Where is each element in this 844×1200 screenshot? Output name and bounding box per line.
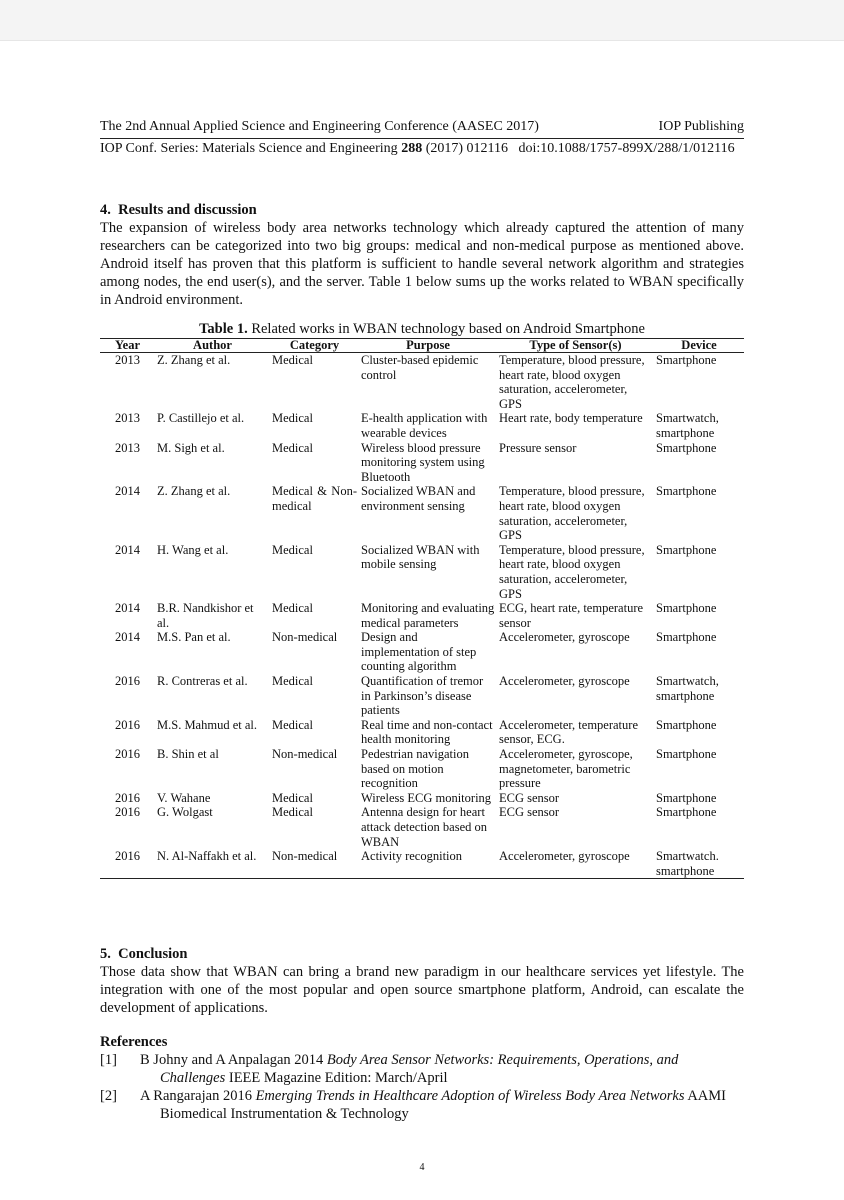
table-cell: Medical (272, 674, 313, 689)
series-citation (100, 140, 735, 158)
table-cell: ECG sensor (499, 790, 560, 805)
table-cell: B.R. Nandkishor et al. (157, 601, 254, 630)
table-cell: 2016 (115, 747, 140, 762)
table-row (100, 791, 744, 806)
results-title: 4. Results and discussion (100, 202, 257, 218)
table-cell: 2014 (115, 601, 140, 616)
table-cell: Smartphone (656, 630, 717, 645)
reference-authors: B Johny and A Anpalagan 2014 (140, 1052, 327, 1068)
table-cell: Medical & Non-medical (272, 484, 357, 513)
table-cell: 2014 (115, 630, 140, 645)
table-cell: 2016 (115, 805, 140, 820)
table-cell: Accelerometer, gyroscope (499, 674, 630, 689)
table-section (100, 321, 744, 879)
column-header: Purpose (359, 339, 497, 353)
table-cell: Smartphone (656, 717, 717, 732)
table-cell: Real time and non-contact health monitoring (361, 717, 493, 747)
table-cell: 2013 (115, 353, 140, 367)
table-caption (100, 321, 744, 338)
table-cell: Temperature, blood pressure, heart rate, blood oxygen saturation, accelerometer, GPS (499, 484, 645, 543)
table-cell: Temperature, blood pressure, heart rate, blood oxygen saturation, accelerometer, GPS (499, 353, 645, 411)
table-cell: Cluster-based epidemic control (361, 353, 479, 382)
table-cell: Non-medical (272, 630, 338, 645)
table-cell: Medical (272, 717, 313, 732)
table-cell: Antenna design for heart attack detection based on WBAN (361, 805, 487, 849)
table-cell: Smartwatch, smartphone (656, 674, 719, 703)
table-cell: Smartphone (656, 601, 717, 616)
reference-item (100, 1051, 744, 1087)
table-cell: Quantification of tremor in Parkinson’s disease patients (361, 674, 484, 718)
table-cell: E-health application with wearable devices (361, 411, 488, 440)
table-caption-label: Table 1. (199, 321, 248, 337)
table-cell: ECG, heart rate, temperature sensor (499, 601, 644, 630)
column-header: Author (155, 339, 270, 353)
table-cell: Design and implementation of step counting algorithm (361, 630, 477, 674)
header-rule (100, 138, 744, 139)
table-cell: R. Contreras et al. (157, 674, 248, 689)
reference-number: [1] (100, 1052, 117, 1068)
table-cell: Z. Zhang et al. (157, 353, 231, 367)
table-row (100, 441, 744, 485)
table-cell: 2014 (115, 542, 140, 557)
table-row (100, 674, 744, 718)
table-row (100, 747, 744, 791)
table-cell: 2016 (115, 790, 140, 805)
table-cell: Activity recognition (359, 849, 497, 879)
table-header-row (100, 339, 744, 353)
table-row (100, 543, 744, 601)
page-number: 4 (419, 1162, 425, 1173)
table-cell: P. Castillejo et al. (157, 411, 245, 426)
results-paragraph: The expansion of wireless body area networks technology which already captured the attention of many researchers can be categorized into two big groups: medical and non-medical purpose as mentioned above. Android itself has proven that this platform is sufficient to handle several network algorithm and strategies among nodes, the end user(s), and the server. Table 1 below sums up the works related to WBAN specifically in Android environment. (100, 220, 744, 308)
table-cell: Accelerometer, gyroscope, magnetometer, barometric pressure (499, 747, 633, 791)
reference-title: Emerging Trends in Healthcare Adoption of Wireless Body Area Networks (255, 1088, 685, 1104)
table-cell: Non-medical (272, 747, 338, 762)
table-cell: Non-medical (270, 849, 359, 879)
table-cell: Medical (272, 440, 313, 455)
table-cell: Medical (272, 790, 313, 805)
references-section (100, 1033, 744, 1123)
table-row (100, 718, 744, 747)
reference-source: AAMI Biomedical Instrumentation & Technology (160, 1088, 727, 1122)
table-cell: Smartphone (656, 747, 717, 762)
reference-item (100, 1087, 744, 1123)
table-cell: H. Wang et al. (157, 542, 229, 557)
table-cell: Temperature, blood pressure, heart rate, blood oxygen saturation, accelerometer, GPS (499, 542, 645, 601)
table-row (100, 484, 744, 542)
table-cell: M.S. Pan et al. (157, 630, 231, 645)
table-cell: 2016 (100, 849, 155, 879)
table-row (100, 630, 744, 674)
table-row (100, 805, 744, 849)
table-cell: Medical (272, 353, 313, 367)
conference-name: The 2nd Annual Applied Science and Engineering Conference (AASEC 2017) (100, 119, 539, 134)
table-cell: Socialized WBAN with mobile sensing (361, 542, 480, 572)
table-cell: Pedestrian navigation based on motion recognition (361, 747, 469, 791)
column-header: Type of Sensor(s) (497, 339, 654, 353)
table-row (100, 601, 744, 630)
table-cell: 2013 (115, 411, 140, 426)
table-cell: Smartphone (656, 542, 717, 557)
table-cell: Heart rate, body temperature (499, 411, 643, 426)
column-header: Device (654, 339, 744, 353)
viewer-top-bar (0, 0, 844, 41)
table-cell: Smartwatch. smartphone (654, 849, 744, 879)
table-cell: Medical (272, 542, 313, 557)
table-cell: M. Sigh et al. (157, 440, 225, 455)
table-cell: Accelerometer, gyroscope (497, 849, 654, 879)
table-cell: Smartphone (656, 484, 717, 499)
references-title: References (100, 1034, 168, 1050)
references-list (100, 1051, 744, 1123)
table-cell: ECG sensor (499, 805, 560, 820)
table-cell: 2016 (115, 717, 140, 732)
table-cell: B. Shin et al (157, 747, 219, 762)
table-row (100, 353, 744, 412)
column-header: Year (100, 339, 155, 353)
table-cell: M.S. Mahmud et al. (157, 717, 257, 732)
table-cell: 2013 (115, 440, 140, 455)
table-row (100, 411, 744, 440)
reference-source: IEEE Magazine Edition: March/April (225, 1070, 448, 1086)
table-cell: Pressure sensor (499, 440, 577, 455)
table-cell: G. Wolgast (157, 805, 213, 820)
reference-title: Body Area Sensor Networks: Requirements, Operations, and Challenges (160, 1052, 679, 1086)
publisher-name: IOP Publishing (658, 119, 744, 134)
conclusion-paragraph: Those data show that WBAN can bring a brand new paradigm in our healthcare services yet lifestyle. The integration with one of the most popular and open source smartphone platform, Android, can escalate the development of applications. (100, 964, 744, 1016)
table-cell: Medical (272, 601, 313, 616)
column-header: Category (270, 339, 359, 353)
reference-number: [2] (100, 1088, 117, 1104)
table-cell: Wireless blood pressure monitoring system using Bluetooth (361, 440, 485, 484)
table-cell: Accelerometer, gyroscope (499, 630, 630, 645)
series-prefix: IOP Conf. Series: Materials Science and Engineering (100, 141, 402, 156)
table-cell: Z. Zhang et al. (157, 484, 231, 499)
table-cell: Accelerometer, temperature sensor, ECG. (499, 717, 638, 747)
table-cell: N. Al-Naffakh et al. (155, 849, 270, 879)
table-cell: 2016 (115, 674, 140, 689)
table-cell: Smartphone (656, 440, 717, 455)
table-cell: Smartphone (656, 353, 717, 367)
table-cell: Smartwatch, smartphone (656, 411, 719, 440)
conclusion-title: 5. Conclusion (100, 946, 188, 962)
table-cell: Socialized WBAN and environment sensing (361, 484, 476, 513)
reference-authors: A Rangarajan 2016 (140, 1088, 256, 1104)
table-row (100, 849, 744, 879)
table-cell: Smartphone (656, 805, 717, 820)
table-caption-text: Related works in WBAN technology based on Android Smartphone (247, 321, 645, 337)
table-cell: Medical (272, 805, 313, 820)
table-cell: Smartphone (656, 790, 717, 805)
table-cell: Wireless ECG monitoring (361, 790, 492, 805)
series-suffix: (2017) 012116 doi:10.1088/1757-899X/288/1/012116 (422, 141, 735, 156)
table-cell: Medical (272, 411, 313, 426)
table-cell: 2014 (115, 484, 140, 499)
volume-number: 288 (401, 141, 423, 156)
running-header (100, 118, 744, 158)
table-cell: Monitoring and evaluating medical parameters (361, 601, 495, 630)
results-section (100, 201, 744, 309)
table-cell: V. Wahane (157, 790, 211, 805)
conclusion-section (100, 945, 744, 1017)
related-works-table (100, 338, 744, 879)
